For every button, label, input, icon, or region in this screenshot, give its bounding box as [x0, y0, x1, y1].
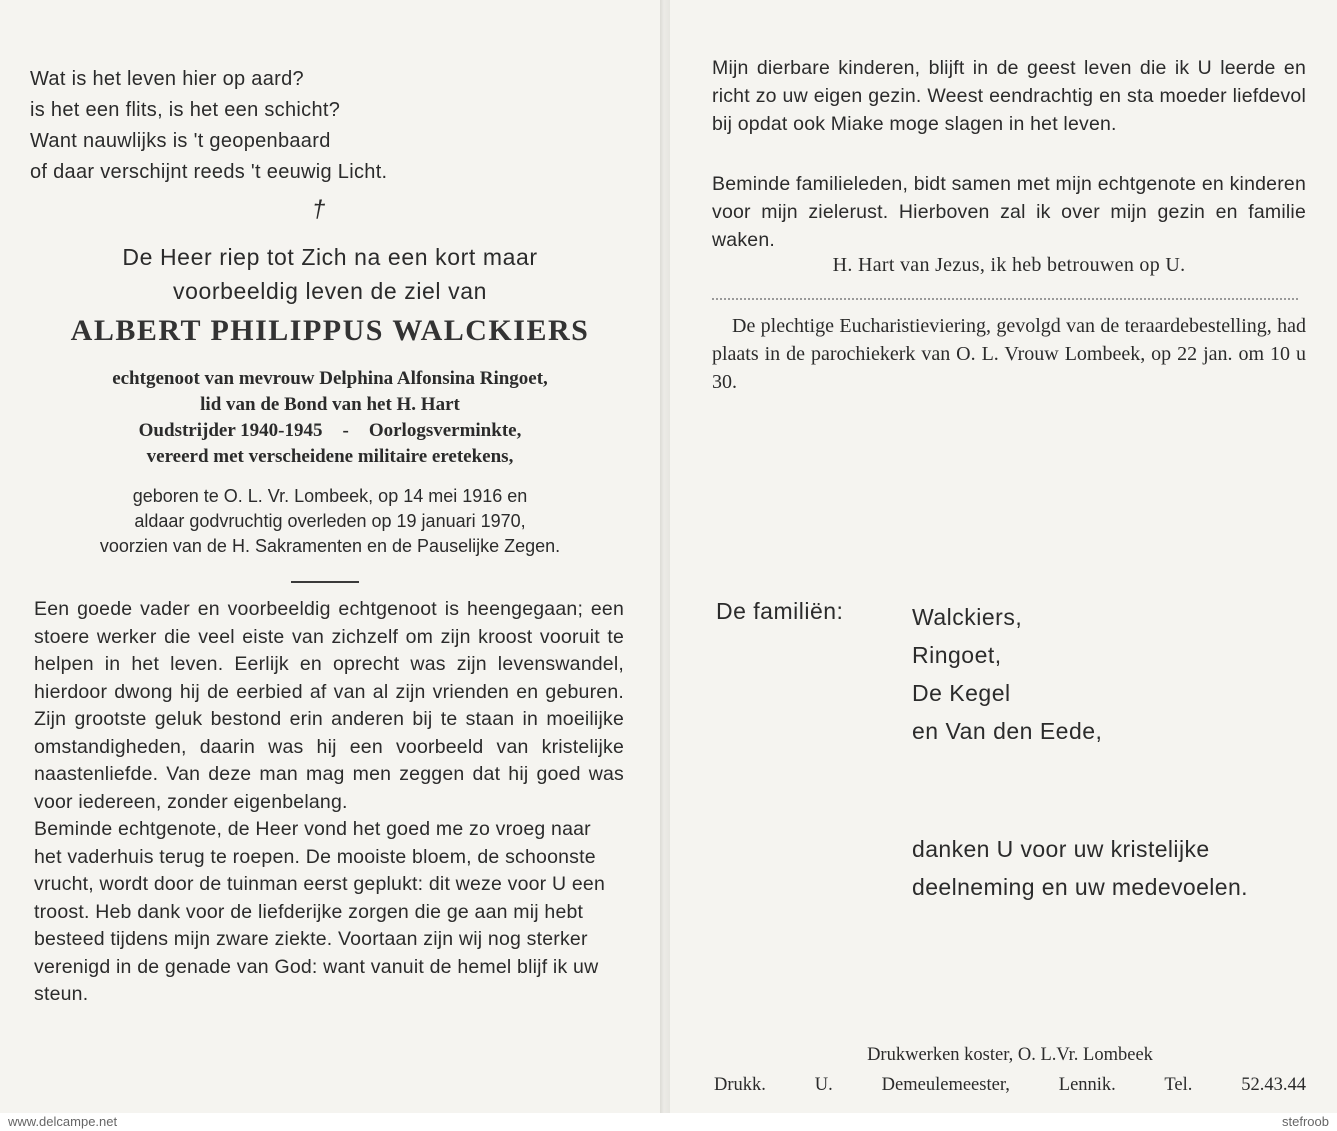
thanks-line: deelneming en uw medevoelen.	[912, 874, 1248, 900]
service-text: De plechtige Eucharistieviering, gevolgd van de teraardebestelling, had plaats in de parochiekerk van O. L. Vrouw Lombeek, op 22 jan. om 10 u 30.	[712, 315, 1306, 393]
honors-line: vereerd met verscheidene militaire eretekens,	[146, 446, 514, 467]
bond-line: lid van de Bond van het H. Hart	[200, 394, 460, 415]
veteran-line	[30, 418, 630, 444]
divider	[291, 581, 359, 583]
families-label: De familiën:	[716, 598, 844, 624]
born-line: geboren te O. L. Vr. Lombeek, op 14 mei 1916 en	[132, 486, 528, 506]
dotted-divider	[712, 298, 1298, 300]
deceased-name: ALBERT PHILIPPUS WALCKIERS	[70, 314, 590, 347]
cross-icon: †	[312, 196, 326, 223]
intro	[30, 240, 630, 308]
family-message	[712, 170, 1306, 254]
eulogy	[34, 596, 624, 1009]
printer-line: Drukwerken koster, O. L.Vr. Lombeek	[867, 1045, 1153, 1065]
families-list	[912, 598, 1102, 750]
born-line: voorzien van de H. Sakramenten en de Pauselijke Zegen.	[99, 536, 561, 556]
family-name: Walckiers,	[912, 604, 1023, 630]
thanks-line: danken U voor uw kristelijke	[912, 836, 1210, 862]
poem-line: of daar verschijnt reeds 't eeuwig Licht.	[30, 161, 388, 183]
family-name: en Van den Eede,	[912, 718, 1103, 744]
left-page	[0, 0, 660, 1113]
poem-line: Want nauwlijks is 't geopenbaard	[30, 130, 331, 152]
watermark-left: www.delcampe.net	[8, 1114, 118, 1129]
poem-line: is het een flits, is het een schicht?	[30, 99, 341, 121]
thanks	[912, 830, 1248, 906]
watermark-strip	[0, 1113, 1337, 1131]
right-page	[670, 0, 1337, 1113]
poem-line: Wat is het leven hier op aard?	[30, 68, 304, 90]
motto: H. Hart van Jezus, ik heb betrouwen op U.	[832, 254, 1186, 276]
spouse-line: echtgenoot van mevrouw Delphina Alfonsina Ringoet,	[112, 368, 548, 389]
family-name: Ringoet,	[912, 642, 1002, 668]
born-line: aldaar godvruchtig overleden op 19 januari 1970,	[134, 511, 526, 531]
eulogy-paragraph: Beminde echtgenote, de Heer vond het goed me zo vroeg naar het vaderhuis terug te roepen. De mooiste bloem, de schoonste vrucht, wordt door de tuinman eerst geplukt: dit weze voor U een troost. Heb dank voor de liefderijke zorgen die ge aan mij hebt besteed tijdens mijn zware ziekte. Voortaan zijn wij nog sterker verenigd in de genade van God: want vanuit de hemel blijf ik uw steun.	[34, 818, 606, 1005]
veteran-right: Oorlogsverminkte,	[368, 420, 522, 441]
poem	[30, 64, 387, 188]
birth-death-info	[30, 484, 630, 559]
family-message-text: Beminde familieleden, bidt samen met mijn echtgenote en kinderen voor mijn zielerust. Hierboven zal ik over mijn gezin en familie waken.	[712, 173, 1306, 251]
intro-line: De Heer riep tot Zich na een kort maar	[122, 244, 538, 270]
eulogy-paragraph: Een goede vader en voorbeeldig echtgenoot is heengegaan; een stoere werker die veel eiste van zichzelf om zijn kroost vooruit te helpen in het leven. Eerlijk en oprecht was zijn levenswandel, hierdoor dwong hij de eerbied af van al zijn vrienden en geburen. Zijn grootste geluk bestond erin anderen bij te staan in moeilijke omstandigheden, daarin was hij een voorbeeld van kristelijke naastenliefde. Van deze man mag men zeggen dat hij goed was voor iedereen, zonder eigenbelang.	[34, 598, 624, 813]
family-name: De Kegel	[912, 680, 1011, 706]
printer-line: Drukk. U. Demeulemeester, Lennik. Tel. 52.43.44	[714, 1075, 1306, 1095]
veteran-left: Oudstrijder 1940-1945	[138, 420, 323, 441]
veteran-sep: -	[342, 420, 349, 441]
printer-info	[714, 1040, 1306, 1100]
intro-line: voorbeeldig leven de ziel van	[172, 278, 488, 304]
children-message	[712, 54, 1306, 138]
card-fold	[660, 0, 670, 1113]
children-message-text: Mijn dierbare kinderen, blijft in de geest leven die ik U leerde en richt zo uw eigen gezin. Weest eendrachtig en sta moeder liefdevol bij opdat ook Miake moge slagen in het leven.	[712, 57, 1306, 135]
titles	[30, 366, 630, 470]
service-info	[712, 312, 1306, 396]
watermark-right: stefroob	[1282, 1114, 1329, 1129]
